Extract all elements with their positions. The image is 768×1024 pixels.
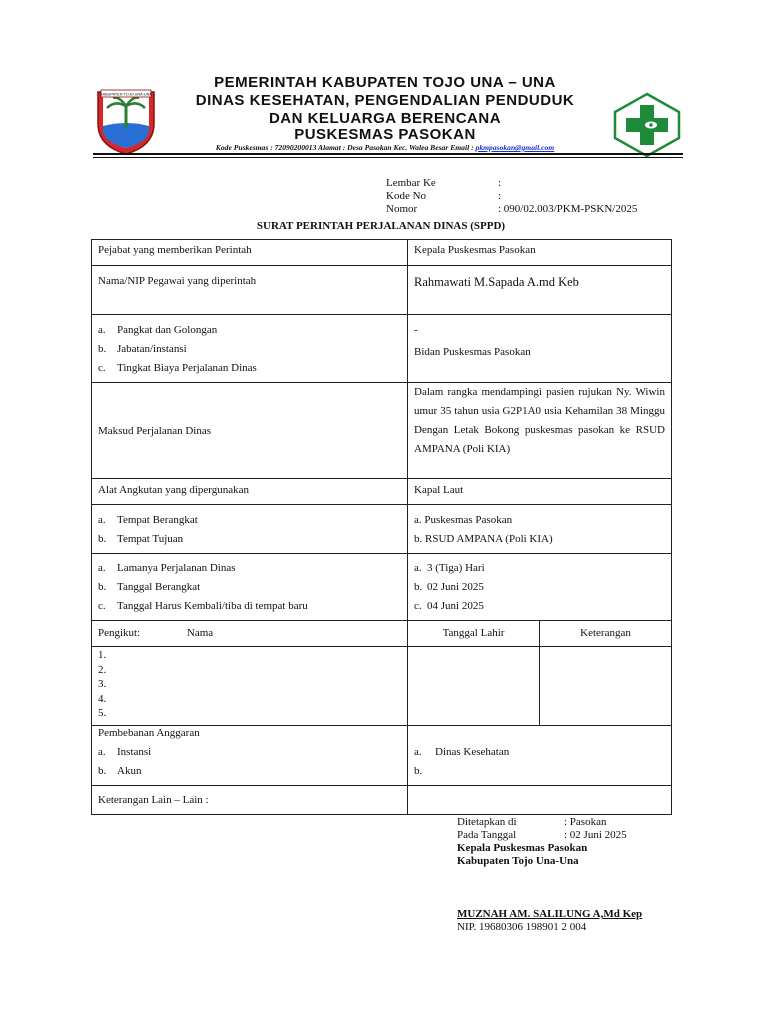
tanggal-berangkat-label: Tanggal Berangkat <box>117 581 201 593</box>
tempat-tujuan-value: b. RSUD AMPANA (Poli KIA) <box>414 533 553 545</box>
tanggal-kembali-value: 04 Juni 2025 <box>427 600 484 612</box>
tanggal-value: : 02 Juni 2025 <box>564 829 627 841</box>
list-marker: a. <box>98 562 106 574</box>
pengikut-item: 5. <box>98 707 107 719</box>
list-marker: b. <box>98 343 107 355</box>
nomor-label: Nomor <box>386 203 418 215</box>
tanggal-kembali-label: Tanggal Harus Kembali/tiba di tempat baru <box>117 600 308 612</box>
kode-label: Kode No <box>386 190 427 202</box>
instansi-label: Instansi <box>117 745 152 758</box>
pengikut-item: 3. <box>98 678 107 690</box>
nomor-value: : 090/02.003/PKM-PSKN/2025 <box>498 203 638 215</box>
tanggal-lahir-header: Tanggal Lahir <box>408 621 540 647</box>
pangkat-value: - <box>414 324 418 336</box>
pangkat-labels <box>92 315 408 383</box>
pejabat-label: Pejabat yang memberikan Perintah <box>92 240 408 266</box>
keterangan-lain-value <box>408 785 672 814</box>
lembar-label: Lembar Ke <box>386 177 436 189</box>
signature-block <box>457 816 642 934</box>
sppd-table <box>91 239 672 815</box>
header-address <box>130 143 640 152</box>
anggaran-values <box>408 725 672 785</box>
jabatan-value: Bidan Puskesmas Pasokan <box>414 346 531 358</box>
document-meta <box>386 177 637 216</box>
nama-value: Rahmawati M.Sapada A.md Keb <box>408 266 672 315</box>
tempat-berangkat-value: a. Puskesmas Pasokan <box>414 514 513 526</box>
kode-value: : <box>498 190 502 202</box>
list-marker: a. <box>414 562 422 574</box>
list-marker: b. <box>414 764 423 777</box>
list-marker: a. <box>98 324 106 336</box>
tanggal-berangkat-value: 02 Juni 2025 <box>427 581 484 593</box>
pengikut-keterangan-cell <box>540 647 672 726</box>
lama-perjalanan-value: 3 (Tiga) Hari <box>427 562 485 574</box>
pengikut-list <box>92 647 408 726</box>
signatory-position: Kepala Puskesmas Pasokan <box>457 842 588 854</box>
list-marker: b. <box>98 764 107 777</box>
lama-labels <box>92 554 408 621</box>
list-marker: b. <box>414 581 423 593</box>
list-marker: a. <box>98 514 106 526</box>
anggaran-label: Pembebanan Anggaran <box>98 726 200 739</box>
keterangan-lain-label: Keterangan Lain – Lain : <box>92 785 408 814</box>
pengikut-label: Pengikut: <box>98 627 141 639</box>
header-government: PEMERINTAH KABUPATEN TOJO UNA – UNA <box>214 74 556 91</box>
pangkat-label: Pangkat dan Golongan <box>117 324 218 336</box>
keterangan-header: Keterangan <box>540 621 672 647</box>
alat-label: Alat Angkutan yang dipergunakan <box>92 479 408 505</box>
ditetapkan-value: : Pasokan <box>564 816 607 828</box>
list-marker: b. <box>98 581 107 593</box>
alat-value: Kapal Laut <box>408 479 672 505</box>
email-link[interactable]: pkmpasokan@gmail.com <box>475 143 555 152</box>
tempat-tujuan-label: Tempat Tujuan <box>117 533 184 545</box>
signatory-name: MUZNAH AM. SALILUNG A,Md Kep <box>457 908 643 920</box>
pengikut-header <box>92 621 408 647</box>
tanggal-label: Pada Tanggal <box>457 829 517 841</box>
list-marker: b. <box>98 533 107 545</box>
lama-values <box>408 554 672 621</box>
header-rule-thin <box>93 157 683 158</box>
header-puskesmas: PUSKESMAS PASOKAN <box>294 126 476 143</box>
instansi-value: Dinas Kesehatan <box>435 745 510 758</box>
tingkat-biaya-label: Tingkat Biaya Perjalanan Dinas <box>117 362 257 374</box>
pejabat-value: Kepala Puskesmas Pasokan <box>408 240 672 266</box>
signatory-nip: NIP. 19680306 198901 2 004 <box>457 921 587 933</box>
header-agency: DINAS KESEHATAN, PENGENDALIAN PENDUDUK <box>195 92 575 109</box>
list-marker: a. <box>98 745 106 758</box>
nama-label: Nama/NIP Pegawai yang diperintah <box>92 266 408 315</box>
header-rule-thick <box>93 153 683 155</box>
maksud-value: Dalam rangka mendampingi pasien rujukan Ny. Wiwin umur 35 tahun usia G2P1A0 usia Kehamilan 38 Minggu Dengan Letak Bokong puskesmas pasokan ke RSUD AMPANA (Poli KIA) <box>408 383 672 479</box>
pengikut-item: 4. <box>98 692 107 705</box>
tempat-values <box>408 505 672 554</box>
maksud-label: Maksud Perjalanan Dinas <box>92 383 408 479</box>
list-marker: c. <box>98 362 106 374</box>
lama-perjalanan-label: Lamanya Perjalanan Dinas <box>117 562 236 574</box>
logo-left-label: KABUPATEN TOJO UNA-UNA <box>100 92 152 97</box>
list-marker: a. <box>414 745 422 758</box>
pangkat-values <box>408 315 672 383</box>
list-marker: c. <box>98 600 106 612</box>
list-marker: c. <box>414 600 422 612</box>
pengikut-tanggal-cell <box>408 647 540 726</box>
document-title: SURAT PERINTAH PERJALANAN DINAS (SPPD) <box>256 220 506 232</box>
pengikut-item: 1. <box>98 649 107 661</box>
tempat-berangkat-label: Tempat Berangkat <box>117 514 198 526</box>
signatory-region: Kabupaten Tojo Una-Una <box>457 855 579 867</box>
akun-label: Akun <box>117 764 142 777</box>
header-agency-line2: DAN KELUARGA BERENCANA <box>268 110 502 127</box>
tempat-labels <box>92 505 408 554</box>
anggaran-labels <box>92 725 408 785</box>
jabatan-label: Jabatan/instansi <box>117 343 187 355</box>
pengikut-item: 2. <box>98 663 107 676</box>
pengikut-nama-header: Nama <box>186 627 214 639</box>
header-address-text: Kode Puskesmas : 72090200013 Alamat : Desa Pasokan Kec. Walea Besar Email : <box>215 143 476 152</box>
lembar-value: : <box>498 177 502 189</box>
ditetapkan-label: Ditetapkan di <box>457 816 517 828</box>
